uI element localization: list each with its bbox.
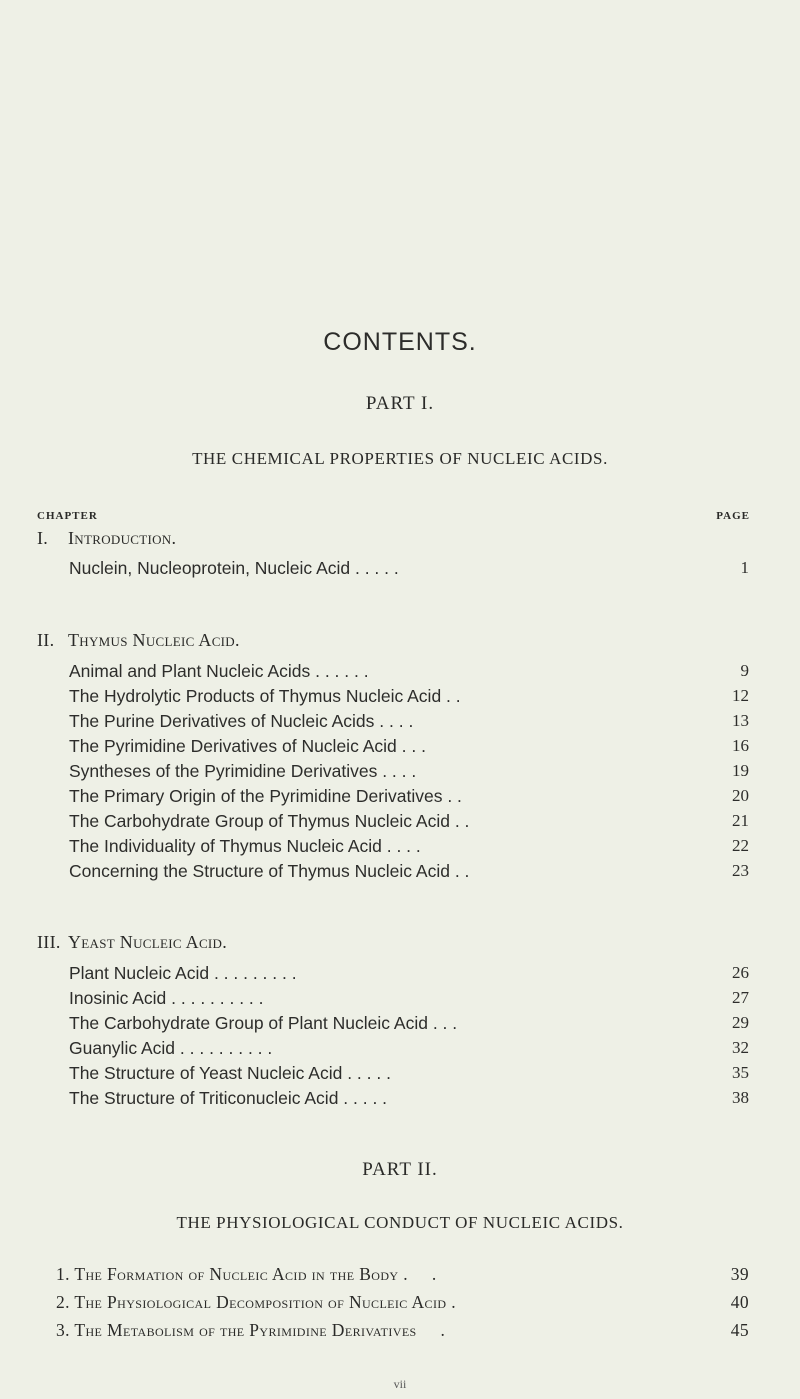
toc-entry-page: 27 — [732, 988, 749, 1007]
toc-entry-page: 19 — [732, 761, 749, 780]
toc-entry[interactable] — [69, 661, 749, 683]
toc-entry-page: 23 — [732, 861, 749, 880]
toc-entry-title: The Primary Origin of the Pyrimidine Derivatives . . — [69, 786, 462, 806]
part-1-subtitle: THE CHEMICAL PROPERTIES OF NUCLEIC ACIDS. — [192, 449, 608, 468]
toc-entry-page: 35 — [732, 1063, 749, 1082]
toc-entry-title: The Hydrolytic Products of Thymus Nucleic Acid . . — [69, 686, 461, 706]
toc-entry[interactable] — [69, 836, 749, 858]
toc-entry-title: The Individuality of Thymus Nucleic Acid . . . . — [69, 836, 421, 856]
toc-entry-page: 32 — [732, 1038, 749, 1057]
toc-entry-page: 38 — [732, 1088, 749, 1107]
toc-entry[interactable] — [69, 1063, 749, 1085]
toc-entry-page: 21 — [732, 811, 749, 830]
chapter-heading — [37, 630, 240, 651]
chapter-column-label: CHAPTER — [37, 510, 98, 522]
toc-entry[interactable] — [69, 988, 749, 1010]
toc-entry-title: 2. The Physiological Decomposition of Nucleic Acid . — [56, 1292, 456, 1312]
chapter-heading — [37, 932, 227, 953]
page-number: vii — [393, 1377, 407, 1391]
part-2-subtitle: THE PHYSIOLOGICAL CONDUCT OF NUCLEIC ACIDS. — [176, 1213, 624, 1232]
toc-entry-title: The Carbohydrate Group of Plant Nucleic Acid . . . — [69, 1013, 458, 1033]
toc-entry-page: 29 — [732, 1013, 749, 1032]
chapter-number: II. — [37, 630, 55, 650]
toc-entry[interactable] — [69, 963, 749, 985]
toc-entry[interactable] — [69, 1013, 749, 1035]
toc-entry[interactable] — [69, 1038, 749, 1060]
toc-entry[interactable] — [69, 1088, 749, 1110]
toc-entry-title: Guanylic Acid . . . . . . . . . . — [69, 1038, 273, 1058]
toc-entry-title: Concerning the Structure of Thymus Nucleic Acid . . — [69, 861, 470, 881]
toc-entry[interactable] — [69, 686, 749, 708]
toc-entry[interactable] — [69, 861, 749, 883]
toc-entry-title: 1. The Formation of Nucleic Acid in the Body . . — [56, 1264, 437, 1284]
toc-entry-title: The Carbohydrate Group of Thymus Nucleic Acid . . — [69, 811, 470, 831]
toc-entry-title: Inosinic Acid . . . . . . . . . . — [69, 988, 264, 1008]
toc-entry-title: The Purine Derivatives of Nucleic Acids . . . . — [69, 711, 414, 731]
toc-entry-page: 9 — [740, 661, 749, 680]
chapter-heading — [37, 528, 176, 549]
toc-entry-page: 26 — [732, 963, 749, 982]
toc-entry[interactable] — [69, 811, 749, 833]
page-title: CONTENTS. — [323, 328, 477, 356]
toc-entry[interactable] — [56, 1292, 749, 1316]
toc-entry[interactable] — [69, 711, 749, 733]
toc-entry-page: 13 — [732, 711, 749, 730]
chapter-number: III. — [37, 932, 61, 952]
chapter-number: I. — [37, 528, 49, 548]
chapter-title: Thymus Nucleic Acid. — [68, 630, 240, 650]
chapter-title: Introduction. — [68, 528, 177, 548]
toc-entry-title: 3. The Metabolism of the Pyrimidine Derivatives . — [56, 1320, 446, 1340]
toc-entry[interactable] — [56, 1320, 749, 1344]
part-1-title: PART I. — [365, 393, 435, 414]
toc-entry-page: 12 — [732, 686, 749, 705]
toc-entry[interactable] — [69, 786, 749, 808]
toc-entry-page: 16 — [732, 736, 749, 755]
toc-entry-page: 40 — [730, 1292, 749, 1312]
toc-entry-page: 39 — [730, 1264, 749, 1284]
toc-entry-title: Plant Nucleic Acid . . . . . . . . . — [69, 963, 297, 983]
toc-entry-title: The Pyrimidine Derivatives of Nucleic Acid . . . — [69, 736, 426, 756]
toc-entry-page: 20 — [732, 786, 749, 805]
part-2-title: PART II. — [362, 1159, 438, 1180]
toc-entry-title: Animal and Plant Nucleic Acids . . . . . . — [69, 661, 369, 681]
toc-entry-title: Syntheses of the Pyrimidine Derivatives . . . . — [69, 761, 417, 781]
toc-entry-title: Nuclein, Nucleoprotein, Nucleic Acid . . . . . — [69, 558, 399, 578]
toc-entry-title: The Structure of Triticonucleic Acid . . . . . — [69, 1088, 388, 1108]
toc-entry-page: 1 — [740, 558, 749, 577]
toc-entry[interactable] — [56, 1264, 749, 1288]
toc-entry[interactable] — [69, 558, 749, 580]
page-column-label: PAGE — [716, 510, 750, 522]
toc-entry-page: 45 — [730, 1320, 749, 1340]
toc-entry-title: The Structure of Yeast Nucleic Acid . . . . . — [69, 1063, 391, 1083]
toc-entry[interactable] — [69, 736, 749, 758]
chapter-title: Yeast Nucleic Acid. — [68, 932, 228, 952]
toc-entry[interactable] — [69, 761, 749, 783]
toc-entry-page: 22 — [732, 836, 749, 855]
